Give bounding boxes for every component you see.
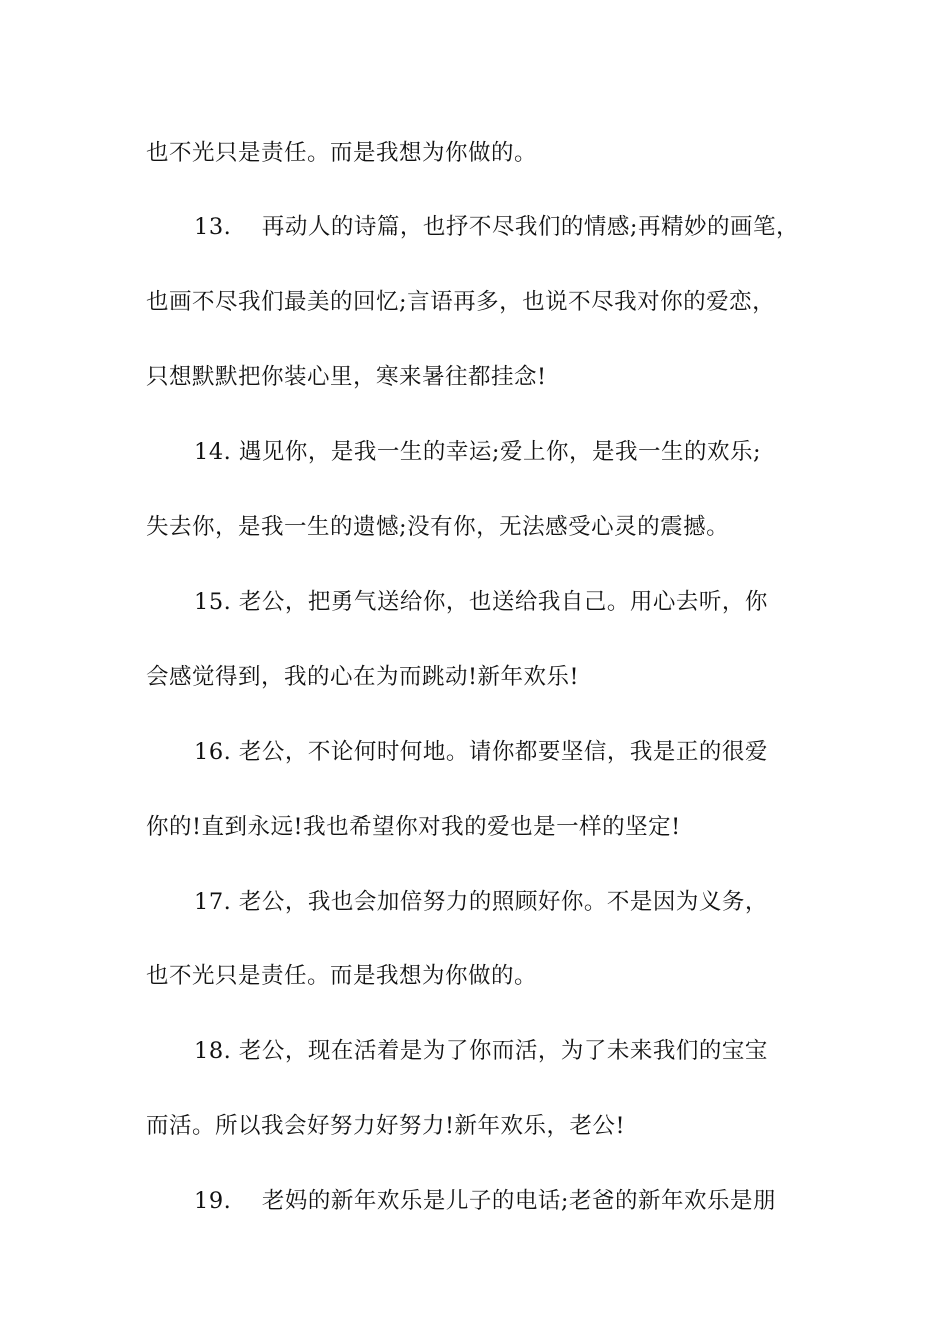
text-line: 会感觉得到，我的心在为而跳动!新年欢乐! (146, 664, 580, 690)
paragraph-17-start: 17. 老公，我也会加倍努力的照顾好你。不是因为义务， (194, 889, 768, 915)
text-line: 你的!直到永远!我也希望你对我的爱也是一样的坚定! (146, 814, 681, 840)
paragraph-13-start: 13. 再动人的诗篇，也抒不尽我们的情感;再精妙的画笔， (194, 214, 800, 240)
paragraph-15-start: 15. 老公，把勇气送给你，也送给我自己。用心去听，你 (194, 589, 768, 615)
text-line: 也不光只是责任。而是我想为你做的。 (146, 963, 538, 989)
text-line: 失去你，是我一生的遗憾;没有你，无法感受心灵的震撼。 (146, 514, 730, 540)
text-line: 也画不尽我们最美的回忆;言语再多，也说不尽我对你的爱恋， (146, 289, 776, 315)
paragraph-14-start: 14. 遇见你，是我一生的幸运;爱上你，是我一生的欢乐; (194, 439, 762, 465)
paragraph-16-start: 16. 老公，不论何时何地。请你都要坚信，我是正的很爱 (194, 739, 768, 765)
text-line: 也不光只是责任。而是我想为你做的。 (146, 140, 538, 166)
text-line: 而活。所以我会好努力好努力!新年欢乐，老公! (146, 1113, 626, 1139)
text-line: 只想默默把你装心里，寒来暑往都挂念! (146, 364, 547, 390)
paragraph-19-start: 19. 老妈的新年欢乐是儿子的电话;老爸的新年欢乐是朋 (194, 1188, 777, 1214)
paragraph-18-start: 18. 老公，现在活着是为了你而活，为了未来我们的宝宝 (194, 1038, 768, 1064)
